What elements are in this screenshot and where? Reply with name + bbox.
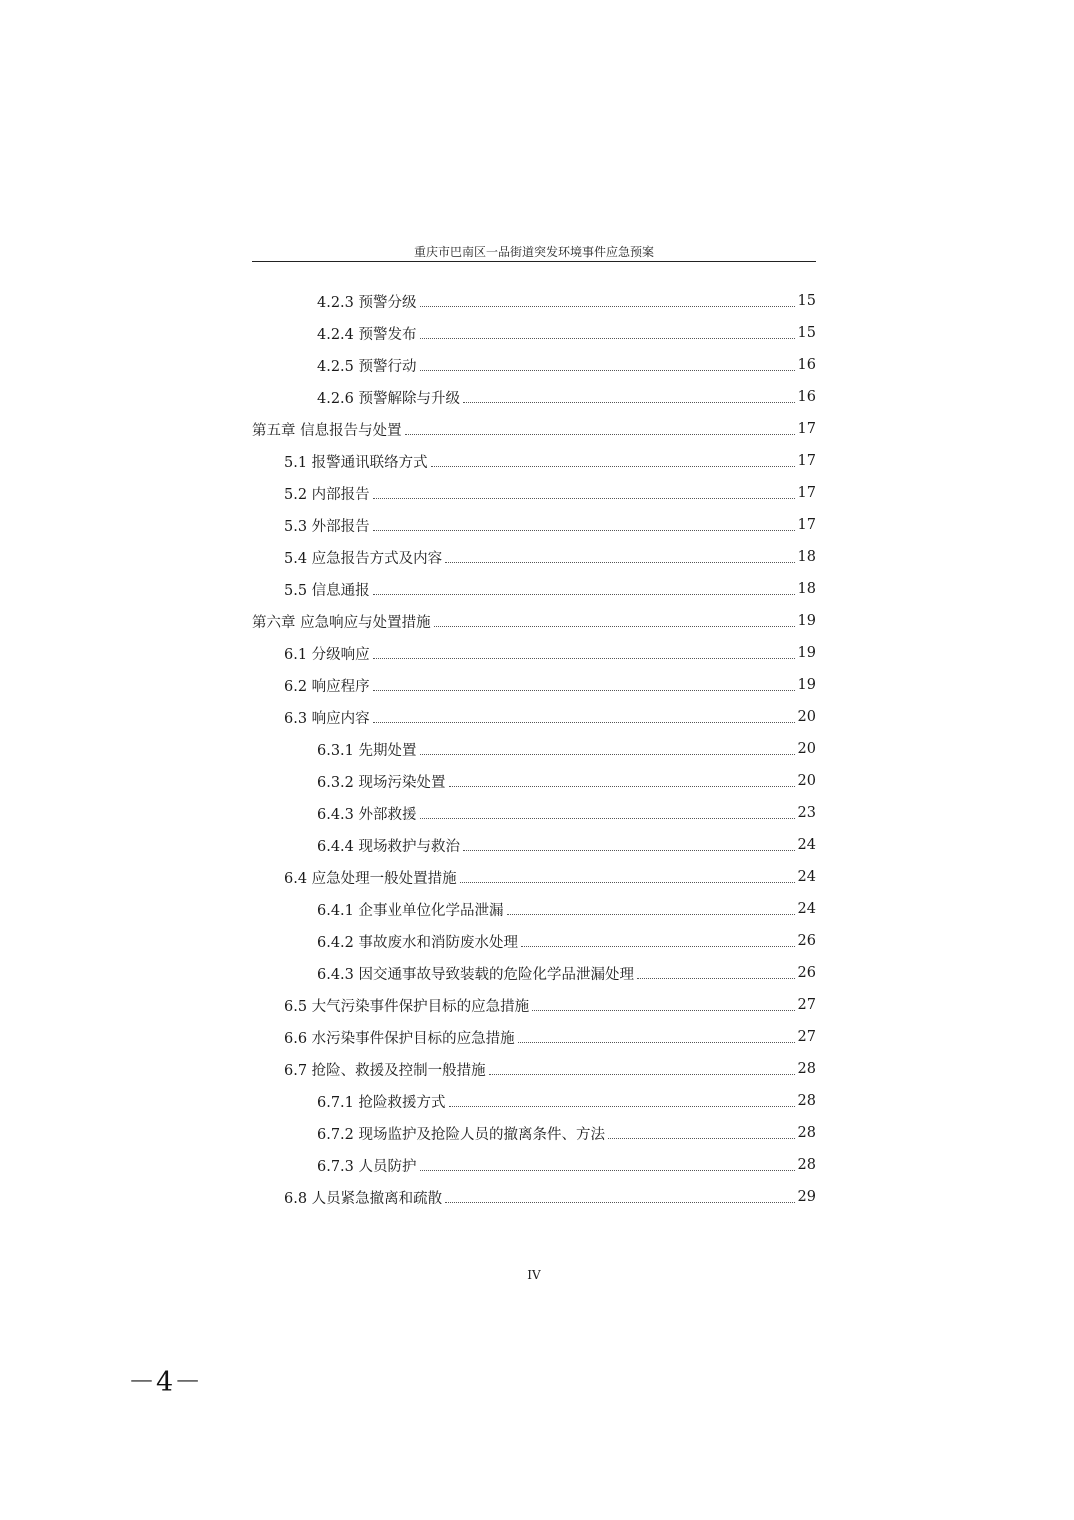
toc-dot-leader bbox=[518, 1041, 795, 1043]
toc-entry-page: 28 bbox=[797, 1093, 816, 1109]
toc-entry-page: 15 bbox=[797, 293, 816, 309]
toc-entry-label: 6.7 抢险、救援及控制一般措施 bbox=[284, 1062, 486, 1079]
toc-entry[interactable] bbox=[252, 349, 816, 381]
toc-dot-leader bbox=[449, 1105, 795, 1107]
toc-entry-page: 19 bbox=[797, 677, 816, 693]
toc-entry-label: 5.4 应急报告方式及内容 bbox=[284, 550, 443, 567]
toc-entry[interactable] bbox=[252, 1149, 816, 1181]
toc-dot-leader bbox=[431, 465, 795, 467]
toc-dot-leader bbox=[637, 977, 795, 979]
toc-entry-page: 24 bbox=[797, 869, 816, 885]
toc-entry-page: 29 bbox=[797, 1189, 816, 1205]
toc-entry-page: 17 bbox=[797, 421, 816, 437]
toc-dot-leader bbox=[507, 913, 795, 915]
toc-entry-page: 20 bbox=[797, 741, 816, 757]
toc-dot-leader bbox=[420, 1169, 795, 1171]
toc-dot-leader bbox=[449, 785, 795, 787]
toc-entry[interactable] bbox=[252, 1085, 816, 1117]
toc-entry[interactable] bbox=[252, 605, 816, 637]
toc-entry-page: 16 bbox=[797, 389, 816, 405]
toc-entry-label: 6.4.3 外部救援 bbox=[317, 806, 417, 823]
toc-entry[interactable] bbox=[252, 925, 816, 957]
toc-dot-leader bbox=[445, 1201, 794, 1203]
toc-entry-label: 6.4.2 事故废水和消防废水处理 bbox=[317, 934, 519, 951]
toc-entry[interactable] bbox=[252, 829, 816, 861]
toc-dot-leader bbox=[521, 945, 795, 947]
toc-entry[interactable] bbox=[252, 669, 816, 701]
toc-entry-page: 20 bbox=[797, 773, 816, 789]
toc-entry[interactable] bbox=[252, 1021, 816, 1053]
toc-entry-page: 19 bbox=[797, 645, 816, 661]
toc-entry[interactable] bbox=[252, 381, 816, 413]
toc-dot-leader bbox=[434, 625, 795, 627]
toc-entry-page: 28 bbox=[797, 1157, 816, 1173]
toc-dot-leader bbox=[463, 401, 795, 403]
table-of-contents bbox=[252, 285, 816, 1213]
toc-entry-label: 6.1 分级响应 bbox=[284, 646, 370, 663]
toc-entry[interactable] bbox=[252, 509, 816, 541]
toc-entry-page: 18 bbox=[797, 581, 816, 597]
toc-entry[interactable] bbox=[252, 1117, 816, 1149]
toc-entry-page: 23 bbox=[797, 805, 816, 821]
toc-entry-page: 26 bbox=[797, 933, 816, 949]
toc-entry-label: 6.4.1 企事业单位化学品泄漏 bbox=[317, 902, 504, 919]
toc-entry-label: 6.4.4 现场救护与救治 bbox=[317, 838, 461, 855]
toc-entry-label: 6.7.3 人员防护 bbox=[317, 1158, 417, 1175]
toc-entry-page: 24 bbox=[797, 901, 816, 917]
roman-page-number: IV bbox=[527, 1268, 541, 1282]
toc-entry[interactable] bbox=[252, 285, 816, 317]
toc-entry[interactable] bbox=[252, 701, 816, 733]
toc-entry-page: 17 bbox=[797, 453, 816, 469]
toc-dot-leader bbox=[373, 689, 795, 691]
toc-entry[interactable] bbox=[252, 989, 816, 1021]
toc-entry[interactable] bbox=[252, 477, 816, 509]
toc-dot-leader bbox=[445, 561, 794, 563]
toc-entry-label: 5.5 信息通报 bbox=[284, 582, 370, 599]
toc-entry-page: 18 bbox=[797, 549, 816, 565]
toc-entry-page: 26 bbox=[797, 965, 816, 981]
toc-dot-leader bbox=[373, 529, 795, 531]
document-header-title: 重庆市巴南区一品街道突发环境事件应急预案 bbox=[413, 245, 654, 259]
toc-entry-label: 6.4 应急处理一般处置措施 bbox=[284, 870, 457, 887]
toc-entry-label: 5.3 外部报告 bbox=[284, 518, 370, 535]
toc-entry-label: 4.2.3 预警分级 bbox=[317, 294, 417, 311]
toc-entry-label: 6.8 人员紧急撤离和疏散 bbox=[284, 1190, 443, 1207]
toc-entry-label: 第六章 应急响应与处置措施 bbox=[252, 614, 431, 631]
toc-entry[interactable] bbox=[252, 1053, 816, 1085]
toc-dot-leader bbox=[420, 753, 795, 755]
toc-dot-leader bbox=[460, 881, 795, 883]
toc-dot-leader bbox=[373, 593, 795, 595]
toc-entry-label: 6.2 响应程序 bbox=[284, 678, 370, 695]
toc-entry-label: 5.1 报警通讯联络方式 bbox=[284, 454, 428, 471]
toc-dot-leader bbox=[420, 817, 795, 819]
toc-entry-page: 20 bbox=[797, 709, 816, 725]
toc-entry-page: 24 bbox=[797, 837, 816, 853]
toc-entry[interactable] bbox=[252, 637, 816, 669]
toc-entry-label: 6.7.1 抢险救援方式 bbox=[317, 1094, 446, 1111]
header-rule bbox=[252, 261, 816, 262]
toc-entry-label: 6.5 大气污染事件保护目标的应急措施 bbox=[284, 998, 530, 1015]
toc-dot-leader bbox=[420, 337, 795, 339]
toc-entry[interactable] bbox=[252, 861, 816, 893]
toc-entry-label: 6.3.1 先期处置 bbox=[317, 742, 417, 759]
toc-entry-page: 19 bbox=[797, 613, 816, 629]
toc-dot-leader bbox=[420, 369, 795, 371]
toc-entry-page: 15 bbox=[797, 325, 816, 341]
toc-dot-leader bbox=[489, 1073, 795, 1075]
toc-entry-page: 17 bbox=[797, 485, 816, 501]
toc-entry-label: 6.7.2 现场监护及抢险人员的撤离条件、方法 bbox=[317, 1126, 606, 1143]
toc-dot-leader bbox=[405, 433, 795, 435]
toc-entry-label: 5.2 内部报告 bbox=[284, 486, 370, 503]
toc-dot-leader bbox=[373, 497, 795, 499]
toc-entry-label: 4.2.6 预警解除与升级 bbox=[317, 390, 461, 407]
toc-entry[interactable] bbox=[252, 893, 816, 925]
toc-entry-page: 16 bbox=[797, 357, 816, 373]
toc-dot-leader bbox=[463, 849, 795, 851]
toc-dot-leader bbox=[420, 305, 795, 307]
toc-entry[interactable] bbox=[252, 1181, 816, 1213]
toc-entry[interactable] bbox=[252, 733, 816, 765]
toc-entry-page: 17 bbox=[797, 517, 816, 533]
toc-entry-label: 第五章 信息报告与处置 bbox=[252, 422, 402, 439]
toc-dot-leader bbox=[608, 1137, 795, 1139]
toc-entry[interactable] bbox=[252, 573, 816, 605]
toc-entry[interactable] bbox=[252, 317, 816, 349]
toc-dot-leader bbox=[373, 657, 795, 659]
toc-entry-label: 6.3 响应内容 bbox=[284, 710, 370, 727]
toc-dot-leader bbox=[373, 721, 795, 723]
toc-entry[interactable] bbox=[252, 797, 816, 829]
toc-entry[interactable] bbox=[252, 541, 816, 573]
outer-page-number: －4－ bbox=[128, 1367, 203, 1398]
toc-entry[interactable] bbox=[252, 765, 816, 797]
toc-entry-page: 28 bbox=[797, 1061, 816, 1077]
toc-entry-label: 4.2.4 预警发布 bbox=[317, 326, 417, 343]
toc-entry[interactable] bbox=[252, 957, 816, 989]
toc-entry-page: 28 bbox=[797, 1125, 816, 1141]
toc-entry-page: 27 bbox=[797, 1029, 816, 1045]
toc-entry[interactable] bbox=[252, 445, 816, 477]
toc-entry-label: 6.4.3 因交通事故导致装载的危险化学品泄漏处理 bbox=[317, 966, 635, 983]
toc-entry-label: 6.6 水污染事件保护目标的应急措施 bbox=[284, 1030, 515, 1047]
toc-entry-page: 27 bbox=[797, 997, 816, 1013]
toc-entry-label: 4.2.5 预警行动 bbox=[317, 358, 417, 375]
toc-entry-label: 6.3.2 现场污染处置 bbox=[317, 774, 446, 791]
toc-entry[interactable] bbox=[252, 413, 816, 445]
toc-dot-leader bbox=[532, 1009, 794, 1011]
